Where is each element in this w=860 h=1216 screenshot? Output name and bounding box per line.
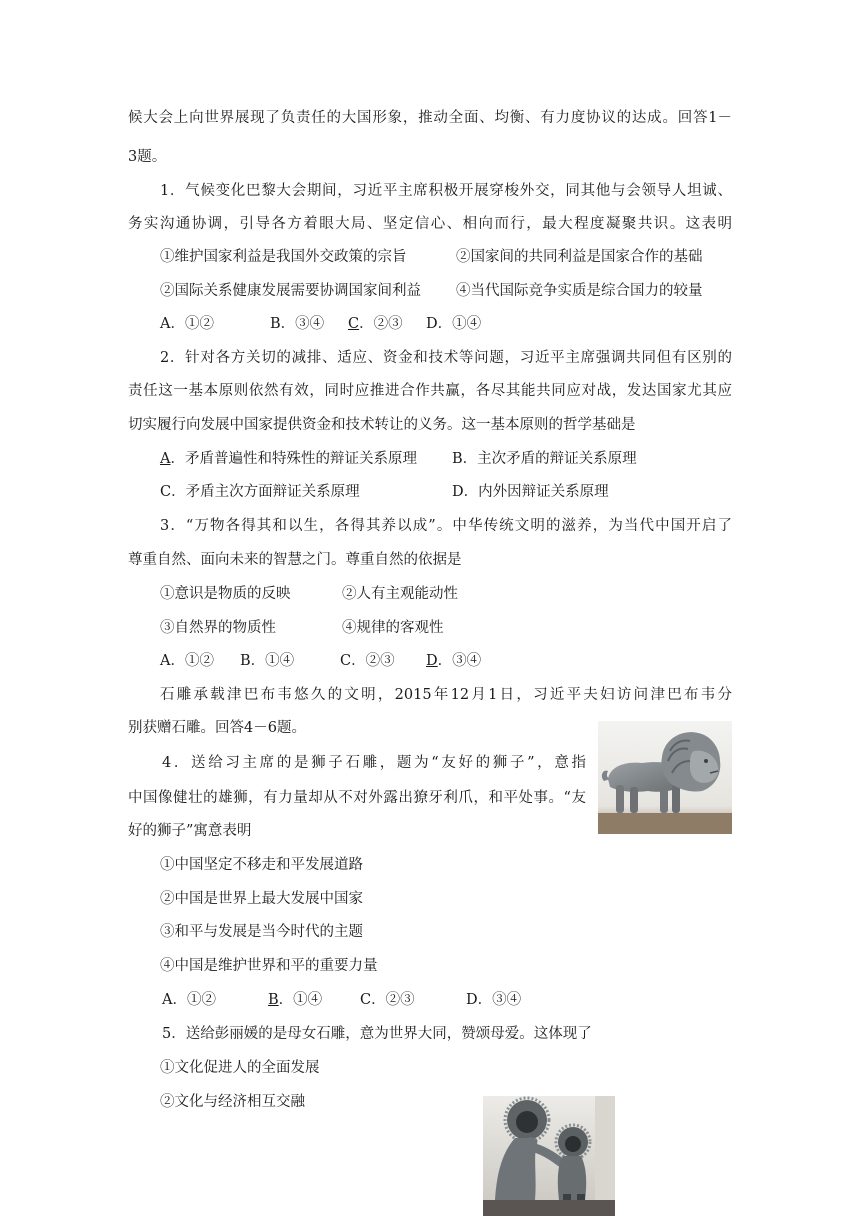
q2-option-b: B．主次矛盾的辩证关系原理 bbox=[452, 451, 637, 467]
intro2-line-2: 别获赠石雕。回答4－6题。 bbox=[128, 720, 306, 736]
q2-stem-line-2: 责任这一基本原则依然有效，同时应推进合作共赢，各尽其能共同应对战，发达国家尤其应 bbox=[128, 383, 732, 399]
q2-option-c: C．矛盾主次方面辩证关系原理 bbox=[160, 484, 360, 500]
q1-option-b: B．③④ bbox=[270, 316, 325, 332]
q3-answer-letter: D bbox=[426, 653, 438, 669]
q1-statement-2: ②国家间的共同利益是国家合作的基础 bbox=[456, 249, 703, 265]
intro-line-2: 3题。 bbox=[128, 149, 167, 165]
q3-statement-3: ③自然界的物质性 bbox=[160, 620, 276, 636]
q3-option-d: D．③④ bbox=[426, 653, 482, 669]
q4-statement-4: ④中国是维护世界和平的重要力量 bbox=[160, 958, 378, 974]
q1-statement-4: ④当代国际竞争实质是综合国力的较量 bbox=[456, 283, 703, 299]
q1-option-c: C．②③ bbox=[348, 316, 403, 332]
q2-stem-line-1: 2．针对各方关切的减排、适应、资金和技术等问题，习近平主席强调共同但有区别的 bbox=[160, 350, 732, 366]
q3-statement-2: ②人有主观能动性 bbox=[342, 586, 458, 602]
q3-stem-line-2: 尊重自然、面向未来的智慧之门。尊重自然的依据是 bbox=[128, 552, 462, 568]
q1-option-a: A．①② bbox=[160, 316, 214, 332]
q4-stem-line-2: 中国像健壮的雄狮，有力量却从不对外露出獠牙利爪，和平处事。“友 bbox=[128, 790, 586, 806]
q4-statement-2: ②中国是世界上最大发展中国家 bbox=[160, 891, 363, 907]
q5-statement-1: ①文化促进人的全面发展 bbox=[160, 1060, 320, 1076]
q3-option-b: B．①④ bbox=[240, 653, 295, 669]
intro-line-1: 候大会上向世界展现了负责任的大国形象，推动全面、均衡、有力度协议的达成。回答1－ bbox=[128, 110, 732, 126]
q3-option-a: A．①② bbox=[160, 653, 214, 669]
q4-statement-1: ①中国坚定不移走和平发展道路 bbox=[160, 857, 363, 873]
q4-stem-line-3: 好的狮子”寓意表明 bbox=[128, 823, 252, 839]
q4-option-b: B．①④ bbox=[268, 992, 323, 1008]
q1-stem-line-1: 1．气候变化巴黎大会期间，习近平主席积极开展穿梭外交，同其他与会领导人坦诚、 bbox=[160, 183, 732, 199]
q4-answer-letter: B bbox=[268, 992, 279, 1008]
q2-option-a: A．矛盾普遍性和特殊性的辩证关系原理 bbox=[160, 451, 417, 467]
q3-stem-line-1: 3．“万物各得其和以生，各得其养以成”。中华传统文明的滋养，为当代中国开启了 bbox=[160, 518, 732, 534]
q4-option-a: A．①② bbox=[162, 992, 216, 1008]
q4-option-d: D．③④ bbox=[466, 992, 522, 1008]
q5-statement-2: ②文化与经济相互交融 bbox=[160, 1094, 305, 1110]
q3-option-c: C．②③ bbox=[340, 653, 395, 669]
q3-statement-1: ①意识是物质的反映 bbox=[160, 586, 291, 602]
q3-statement-4: ④规律的客观性 bbox=[342, 620, 444, 636]
q1-option-d: D．①④ bbox=[426, 316, 482, 332]
q5-stem-line-1: 5．送给彭丽媛的是母女石雕，意为世界大同，赞颂母爱。这体现了 bbox=[162, 1026, 592, 1042]
mother-daughter-sculpture-photo bbox=[483, 1096, 615, 1216]
q1-statement-3: ②国际关系健康发展需要协调国家间利益 bbox=[160, 283, 421, 299]
intro2-line-1: 石雕承载津巴布韦悠久的文明，2015年12月1日，习近平夫妇访问津巴布韦分 bbox=[160, 687, 732, 703]
q1-statement-1: ①维护国家利益是我国外交政策的宗旨 bbox=[160, 249, 407, 265]
q2-option-d: D．内外因辩证关系原理 bbox=[452, 484, 609, 500]
q1-answer-letter: C bbox=[348, 316, 360, 332]
q2-answer-letter: A bbox=[160, 451, 171, 467]
lion-sculpture-photo bbox=[598, 721, 732, 834]
q2-stem-line-3: 切实履行向发展中国家提供资金和技术转让的义务。这一基本原则的哲学基础是 bbox=[128, 417, 636, 433]
q4-option-c: C．②③ bbox=[360, 992, 415, 1008]
q4-stem-line-1: 4．送给习主席的是狮子石雕，题为“友好的狮子”，意指 bbox=[162, 755, 586, 771]
q1-stem-line-2: 务实沟通协调，引导各方着眼大局、坚定信心、相向而行，最大程度凝聚共识。这表明 bbox=[128, 216, 732, 232]
q4-statement-3: ③和平与发展是当今时代的主题 bbox=[160, 924, 363, 940]
